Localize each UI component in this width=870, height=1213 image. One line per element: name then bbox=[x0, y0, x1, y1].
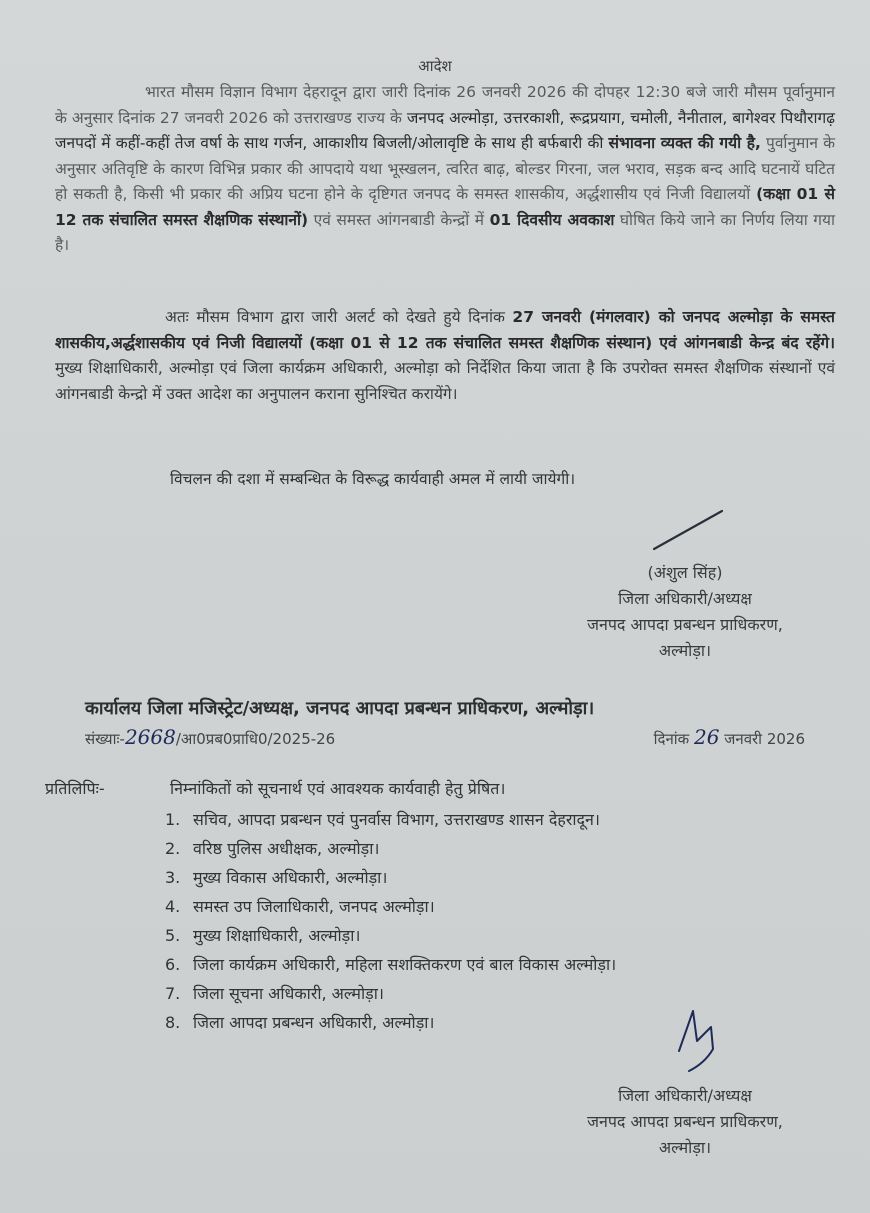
holiday-emphasis: 01 दिवसीय अवकाश bbox=[489, 210, 615, 229]
list-item: 1. सचिव, आपदा प्रबन्धन एवं पुनर्वास विभाग, उत्तराखण्ड शासन देहरादून। bbox=[165, 810, 600, 829]
copy-label: प्रतिलिपिः- bbox=[45, 779, 105, 798]
signatory-authority: जनपद आपदा प्रबन्धन प्राधिकरण, bbox=[587, 615, 783, 634]
order-paragraph-2: अतः मौसम विभाग द्वारा जारी अलर्ट को देखते हुये दिनांक 27 जनवरी (मंगलवार) को जनपद अल्मोड़ा के समस्त शासकीय,अर्द्धशासकीय एवं निजी विद्यालयों (कक्षा 01 से 12 तक संचालित समस्त शैक्षणिक संस्थान) एवं आंगनबाडी केन्द्र बंद रहेंगे। मुख्य शिक्षाधिकारी, अल्मोड़ा एवं जिला कार्यक्रम अधिकारी, अल्मोड़ा को निर्देशित किया जाता है कि उपरोक्त समस्त शैक्षणिक संस्थानों एवं आंगनबाडी केन्द्रो में उक्त आदेश का अनुपालन कराना सुनिश्चित करायेंगे। bbox=[55, 308, 836, 403]
signatory-designation: जिला अधिकारी/अध्यक्ष bbox=[618, 589, 752, 608]
signature-block-2 bbox=[520, 1083, 850, 1161]
order-paragraph-1: भारत मौसम विज्ञान विभाग देहरादून द्वारा जारी दिनांक 26 जनवरी 2026 की दोपहर 12:30 बजे जारी मौसम पूर्वानुमान के अनुसार दिनांक 27 जनवरी 2026 को उत्तराखण्ड राज्य के जनपद अल्मोड़ा, उत्तरकाशी, रूद्रप्रयाग, चमोली, नैनीताल, बागेश्वर पिथौरागढ़ जनपदों में कहीं-कहीं तेज वर्षा के साथ गर्जन, आकाशीय बिजली/ओलावृष्टि के साथ ही बर्फबारी की संभावना व्यक्त की गयी है, पुर्वानुमान के अनुसार अतिवृष्टि के कारण विभिन्न प्रकार की आपदाये यथा भूस्खलन, त्वरित बाढ़, बोल्डर गिरना, जल भराव, सड़क बन्द आदि घटनायें घटित हो सकती है, किसी भी प्रकार की अप्रिय घटना होने के दृष्टिगत जनपद के समस्त शासकीय, अर्द्धशासीय एवं निजी विद्यालयों (कक्षा 01 से 12 तक संचालित समस्त शैक्षणिक संस्थानों) एवं समस्त आंगनबाडी केन्द्रों में 01 दिवसीय अवकाश घोषित किये जाने का निर्णय लिया गया है। bbox=[55, 83, 836, 254]
list-item: 7. जिला सूचना अधिकारी, अल्मोड़ा। bbox=[165, 984, 384, 1003]
reference-date: दिनांक 26 जनवरी 2026 bbox=[653, 725, 805, 749]
reference-number: 2668 bbox=[124, 725, 176, 749]
date-day: 26 bbox=[694, 725, 720, 749]
signatory-place: अल्मोड़ा। bbox=[658, 1138, 712, 1157]
list-item: 3. मुख्य विकास अधिकारी, अल्मोड़ा। bbox=[165, 868, 388, 887]
signatory-place: अल्मोड़ा। bbox=[658, 641, 712, 660]
list-item: 2. वरिष्ठ पुलिस अधीक्षक, अल्मोड़ा। bbox=[165, 839, 380, 858]
signatory-authority: जनपद आपदा प्रबन्धन प्राधिकरण, bbox=[587, 1112, 783, 1131]
signatory-name: (अंशुल सिंह) bbox=[647, 563, 723, 582]
signature-initials-icon bbox=[675, 1005, 735, 1075]
reference-line bbox=[85, 725, 805, 749]
reference-prefix: संख्याः- bbox=[85, 730, 125, 748]
list-item: 5. मुख्य शिक्षाधिकारी, अल्मोड़ा। bbox=[165, 926, 361, 945]
signature-block-1 bbox=[520, 560, 850, 664]
list-item: 8. जिला आपदा प्रबन्धन अधिकारी, अल्मोड़ा। bbox=[165, 1013, 435, 1032]
office-title: कार्यालय जिला मजिस्ट्रेट/अध्यक्ष, जनपद आपदा प्रबन्धन प्राधिकरण, अल्मोड़ा। bbox=[85, 698, 595, 719]
list-item: 6. जिला कार्यक्रम अधिकारी, महिला सशक्तिकरण एवं बाल विकास अल्मोड़ा। bbox=[165, 955, 617, 974]
order-heading: आदेश bbox=[418, 57, 452, 75]
copy-recipients-list bbox=[165, 805, 616, 1037]
signature-stroke-icon bbox=[650, 505, 730, 555]
list-item: 4. समस्त उप जिलाधिकारी, जनपद अल्मोड़ा। bbox=[165, 897, 435, 916]
order-paragraph-3: विचलन की दशा में सम्बन्धित के विरूद्ध कार्यवाही अमल में लायी जायेगी। bbox=[170, 470, 576, 488]
reference-suffix: /आ0प्रब0प्राधि0/2025-26 bbox=[175, 730, 336, 748]
class-range-emphasis: (कक्षा 01 से 12 तक संचालित समस्त शैक्षणिक संस्थानों) bbox=[55, 185, 836, 229]
copy-intro: निम्नांकितों को सूचनार्थ एवं आवश्यक कार्यवाही हेतु प्रेषित। bbox=[170, 779, 506, 798]
signatory-designation: जिला अधिकारी/अध्यक्ष bbox=[618, 1086, 752, 1105]
closure-emphasis: 27 जनवरी (मंगलवार) को जनपद अल्मोड़ा के समस्त शासकीय,अर्द्धशासकीय एवं निजी विद्यालयों (कक्षा 01 से 12 तक संचालित समस्त शैक्षणिक संस्थान) एवं आंगनबाडी केन्द्र बंद रहेंगे। bbox=[55, 308, 836, 352]
